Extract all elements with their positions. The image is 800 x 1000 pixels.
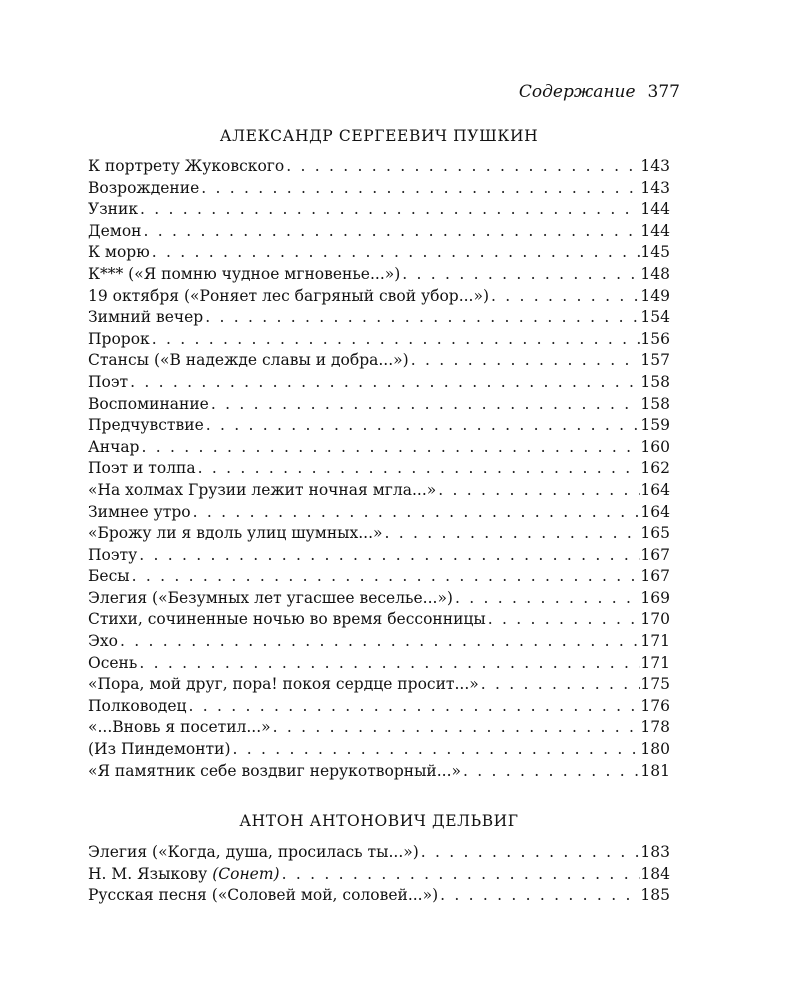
- toc-entry: [88, 243, 670, 265]
- dot-leader: [409, 351, 641, 369]
- dot-leader: [186, 697, 640, 715]
- dot-leader: [138, 200, 640, 218]
- toc-entry-title: [88, 718, 271, 736]
- toc-entry-title-text: Возрождение: [88, 178, 200, 197]
- toc-entry-title-text: «...Вновь я посетил...»: [88, 718, 271, 737]
- toc-entry-title: [88, 157, 284, 175]
- toc-entry: [88, 524, 670, 546]
- toc-entry-title: [88, 524, 383, 542]
- page-number: 377: [647, 82, 680, 102]
- toc-entry: [88, 157, 670, 179]
- toc-entry-title: [88, 567, 130, 585]
- dot-leader: [199, 179, 640, 197]
- dot-leader: [453, 589, 640, 607]
- dot-leader: [436, 481, 640, 499]
- toc-entry: [88, 762, 670, 784]
- toc-entry-title: [88, 762, 461, 780]
- toc-entry-page: 185: [640, 886, 670, 905]
- toc-entry-page: 167: [640, 545, 670, 564]
- toc-entry-title: [88, 438, 139, 456]
- toc-entry-page: 183: [640, 843, 670, 861]
- toc-entry-page: 171: [640, 632, 670, 651]
- dot-leader: [231, 740, 641, 758]
- running-header: [519, 82, 680, 102]
- toc-entry-title-text: Стансы («В надежде славы и добра...»): [88, 351, 409, 370]
- dot-leader: [137, 654, 640, 672]
- toc-entry-title-text: Демон: [88, 221, 142, 240]
- dot-leader: [204, 416, 641, 434]
- toc-entry: [88, 222, 670, 244]
- toc-entry: [88, 654, 670, 676]
- toc-entry-page: 181: [640, 761, 670, 780]
- toc-entry-page: 156: [640, 329, 670, 348]
- toc-entry-title: [88, 179, 199, 197]
- toc-entry-title-text: «Брожу ли я вдоль улиц шумных...»: [88, 524, 383, 543]
- toc-entry-title: [88, 222, 142, 240]
- toc-entry-page: 144: [640, 200, 670, 219]
- dot-leader: [196, 459, 641, 477]
- dot-leader: [486, 610, 641, 628]
- toc-entry: [88, 373, 670, 395]
- dot-leader: [128, 373, 640, 391]
- toc-entry: [88, 589, 670, 611]
- toc-entry: [88, 459, 670, 481]
- toc-entry-title-text: Русская песня («Соловей мой, соловей...»): [88, 886, 439, 905]
- toc-entry-page: 159: [640, 416, 670, 435]
- toc-entry-page: 184: [640, 864, 670, 883]
- toc-entry-subtitle: (Сонет): [212, 864, 280, 883]
- toc-entry-title-text: Предчувствие: [88, 416, 204, 435]
- toc-entry-title-text: Полководец: [88, 696, 187, 715]
- toc-entry-title: [88, 654, 137, 672]
- toc-entry: [88, 395, 670, 417]
- toc-entry-page: 175: [640, 675, 670, 694]
- toc-entry-title-text: К портрету Жуковского: [88, 157, 285, 175]
- toc-entry-page: 165: [640, 524, 670, 543]
- toc-entry-title: [88, 503, 191, 521]
- toc-entry-title-text: Анчар: [88, 437, 140, 456]
- toc-entry: [88, 546, 670, 568]
- toc-entry: [88, 438, 670, 460]
- toc-entry: [88, 287, 670, 309]
- toc-entry: [88, 675, 670, 697]
- toc-entry: [88, 610, 670, 632]
- toc-entry: [88, 740, 670, 762]
- dot-leader: [150, 243, 641, 261]
- toc-entry-title-text: Поэту: [88, 545, 138, 564]
- toc-entry-page: 176: [640, 696, 670, 715]
- toc-entry-title-text: Зимний вечер: [88, 308, 204, 327]
- dot-leader: [209, 395, 641, 413]
- toc-entry: [88, 330, 670, 352]
- toc-list-pushkin: [88, 157, 670, 783]
- toc-entry-title-text: Зимнее утро: [88, 502, 191, 521]
- dot-leader: [438, 886, 640, 904]
- dot-leader: [150, 330, 641, 348]
- toc-entry-page: 162: [640, 459, 670, 478]
- toc-entry-title: [88, 373, 128, 391]
- toc-entry-page: 169: [640, 588, 670, 607]
- toc-entry-title-text: Пророк: [88, 329, 150, 348]
- toc-entry-title: [88, 287, 489, 305]
- toc-entry-title: [88, 740, 231, 758]
- toc-entry: [88, 718, 670, 740]
- section-title-pushkin: АЛЕКСАНДР СЕРГЕЕВИЧ ПУШКИН: [219, 127, 539, 145]
- toc-entry-page: 167: [640, 567, 670, 586]
- toc-entry-title: [88, 459, 196, 477]
- toc-entry: [88, 632, 670, 654]
- toc-entry-title-text: Поэт: [88, 372, 129, 391]
- dot-leader: [284, 157, 640, 175]
- toc-entry-page: 144: [640, 221, 670, 240]
- dot-leader: [271, 718, 641, 736]
- toc-entry-title: [88, 610, 486, 628]
- dot-leader: [191, 503, 641, 521]
- toc-entry-page: 143: [640, 157, 670, 175]
- toc-entry-page: 158: [640, 394, 670, 413]
- toc-entry-page: 164: [640, 480, 670, 499]
- toc-entry-title-text: Узник: [88, 200, 139, 219]
- toc-entry-title-text: 19 октября («Роняет лес багряный свой убор...»): [88, 286, 490, 305]
- toc-entry: [88, 200, 670, 222]
- toc-entry-title: [88, 865, 280, 883]
- toc-entry-title: [88, 697, 186, 715]
- toc-entry-title: [88, 351, 409, 369]
- section-title-delvig: АНТОН АНТОНОВИЧ ДЕЛЬВИГ: [239, 812, 519, 830]
- toc-entry-title: [88, 675, 479, 693]
- toc-entry-page: 171: [640, 653, 670, 672]
- toc-entry-page: 164: [640, 502, 670, 521]
- toc-entry: [88, 697, 670, 719]
- toc-entry-page: 170: [640, 610, 670, 629]
- dot-leader: [419, 843, 641, 861]
- toc-entry-title-text: Бесы: [88, 567, 130, 586]
- toc-entry-title-text: Эхо: [88, 632, 118, 651]
- toc-entry-title-text: К*** («Я помню чудное мгновенье...»): [88, 264, 401, 283]
- toc-entry-page: 160: [640, 437, 670, 456]
- toc-entry: [88, 351, 670, 373]
- toc-entry-title: [88, 886, 438, 904]
- toc-entry-title: [88, 632, 118, 650]
- dot-leader: [139, 438, 640, 456]
- toc-entry-title-text: (Из Пиндемонти): [88, 740, 231, 759]
- toc-entry-title: [88, 243, 150, 261]
- toc-entry-title: [88, 481, 436, 499]
- toc-entry-title-text: Элегия («Когда, душа, просилась ты...»): [88, 843, 419, 861]
- toc-entry-title-text: «Пора, мой друг, пора! покоя сердце просит...»: [88, 675, 479, 694]
- toc-entry-page: 178: [640, 718, 670, 737]
- toc-entry: [88, 503, 670, 525]
- dot-leader: [130, 567, 641, 585]
- toc-entry: [88, 567, 670, 589]
- dot-leader: [142, 222, 641, 240]
- toc-entry-page: 180: [640, 740, 670, 759]
- dot-leader: [203, 308, 640, 326]
- toc-entry-page: 148: [640, 264, 670, 283]
- toc-entry: [88, 308, 670, 330]
- toc-entry-page: 157: [640, 351, 670, 370]
- toc-entry-title: [88, 330, 150, 348]
- toc-entry: [88, 865, 670, 887]
- toc-entry-title: [88, 589, 453, 607]
- toc-entry-title: [88, 546, 137, 564]
- dot-leader: [489, 287, 640, 305]
- toc-entry-title-text: Осень: [88, 653, 138, 672]
- toc-entry-title: [88, 416, 204, 434]
- toc-entry-title: [88, 843, 419, 861]
- toc-entry-title-text: К морю: [88, 243, 150, 262]
- toc-entry-title-text: «Я памятник себе воздвиг нерукотворный...»: [88, 761, 462, 780]
- dot-leader: [400, 265, 640, 283]
- dot-leader: [461, 762, 640, 780]
- toc-entry-page: 145: [640, 243, 670, 262]
- toc-entry-title-text: Стихи, сочиненные ночью во время бессонницы: [88, 610, 486, 629]
- dot-leader: [280, 865, 641, 883]
- toc-entry-page: 143: [640, 178, 670, 197]
- toc-entry-title: [88, 200, 138, 218]
- toc-entry-title: [88, 265, 400, 283]
- dot-leader: [479, 675, 641, 693]
- dot-leader: [383, 524, 641, 542]
- toc-entry-title: [88, 308, 203, 326]
- toc-entry: [88, 265, 670, 287]
- toc-entry: [88, 481, 670, 503]
- toc-entry-title-text: Элегия («Безумных лет угасшее веселье...»): [88, 588, 453, 607]
- toc-entry: [88, 179, 670, 201]
- toc-entry-page: 154: [640, 308, 670, 327]
- toc-entry-title: [88, 395, 209, 413]
- toc-entry-title-text: Н. М. Языкову: [88, 864, 208, 883]
- toc-entry-title-text: Поэт и толпа: [88, 459, 196, 478]
- toc-entry: [88, 416, 670, 438]
- dot-leader: [137, 546, 640, 564]
- dot-leader: [118, 632, 640, 650]
- toc-list-delvig: [88, 843, 670, 908]
- toc-entry-title-text: «На холмах Грузии лежит ночная мгла...»: [88, 480, 437, 499]
- toc-entry: [88, 843, 670, 865]
- toc-entry-title-text: Воспоминание: [88, 394, 209, 413]
- toc-entry: [88, 886, 670, 908]
- running-header-title: Содержание: [518, 82, 636, 102]
- toc-entry-page: 149: [640, 286, 670, 305]
- toc-entry-page: 158: [640, 372, 670, 391]
